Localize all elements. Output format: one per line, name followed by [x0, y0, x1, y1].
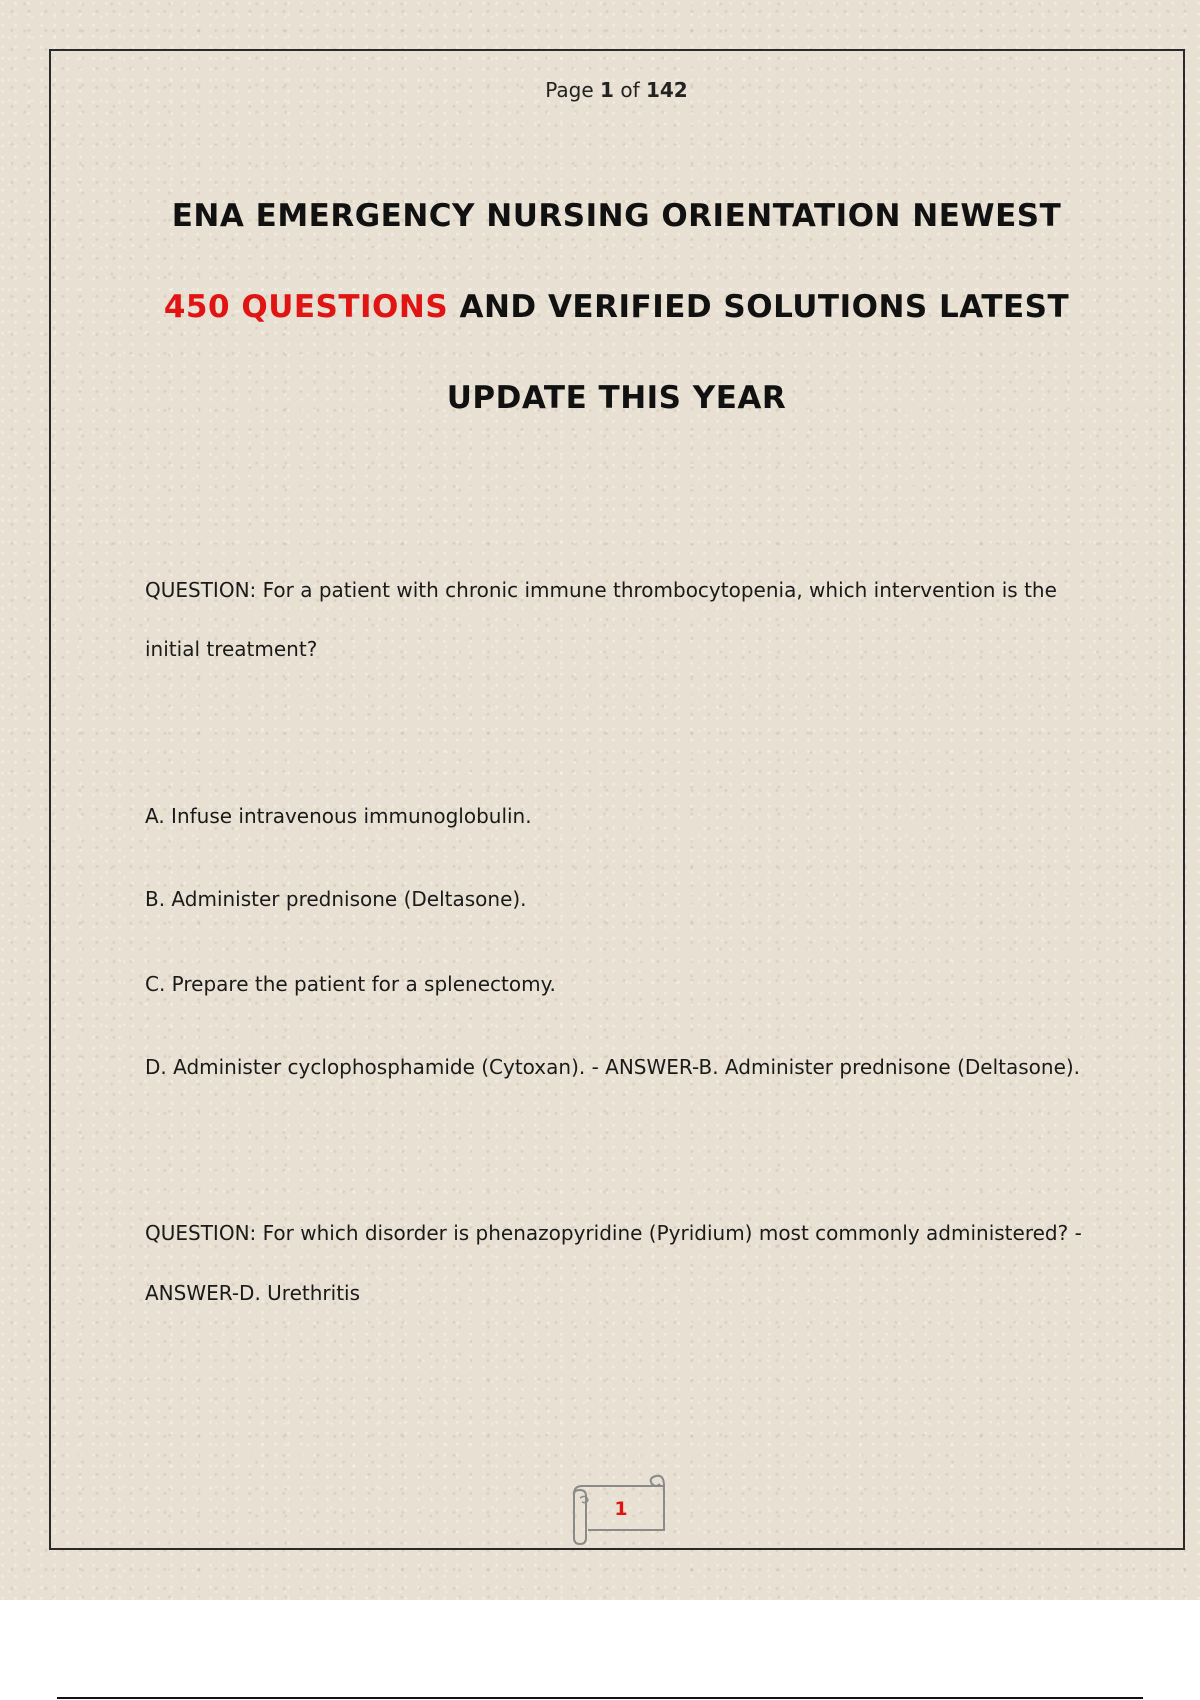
page-label: Page [545, 78, 594, 102]
document-title-line-2 [0, 289, 1200, 325]
question-2-text-line-2: ANSWER-D. Urethritis [145, 1281, 361, 1305]
question-1-option-d-answer: D. Administer cyclophosphamide (Cytoxan). - ANSWER-B. Administer prednisone (Deltasone). [145, 1055, 1081, 1079]
question-2-text-line-1: QUESTION: For which disorder is phenazopyridine (Pyridium) most commonly administered? - [145, 1221, 1082, 1245]
page-border [49, 49, 1185, 1550]
document-title-line-3: UPDATE THIS YEAR [446, 380, 787, 416]
document-title-line-1: ENA EMERGENCY NURSING ORIENTATION NEWEST [171, 198, 1062, 234]
next-page-divider [57, 1697, 1143, 1699]
question-1-text-line-1: QUESTION: For a patient with chronic immune thrombocytopenia, which intervention is the [145, 578, 1057, 602]
page-of-label: of [620, 78, 640, 102]
question-1-option-c: C. Prepare the patient for a splenectomy. [145, 972, 556, 996]
question-1-text-line-2: initial treatment? [145, 637, 318, 661]
total-pages-number: 142 [645, 78, 688, 102]
title-line-2-rest: AND VERIFIED SOLUTIONS LATEST [448, 289, 1070, 325]
question-count-highlight: 450 QUESTIONS [163, 289, 449, 325]
current-page-number: 1 [600, 78, 614, 102]
question-1-option-b: B. Administer prednisone (Deltasone). [145, 887, 527, 911]
page-counter [0, 78, 1200, 102]
footer-page-number: 1 [614, 1498, 628, 1520]
question-1-option-a: A. Infuse intravenous immunoglobulin. [145, 804, 532, 828]
